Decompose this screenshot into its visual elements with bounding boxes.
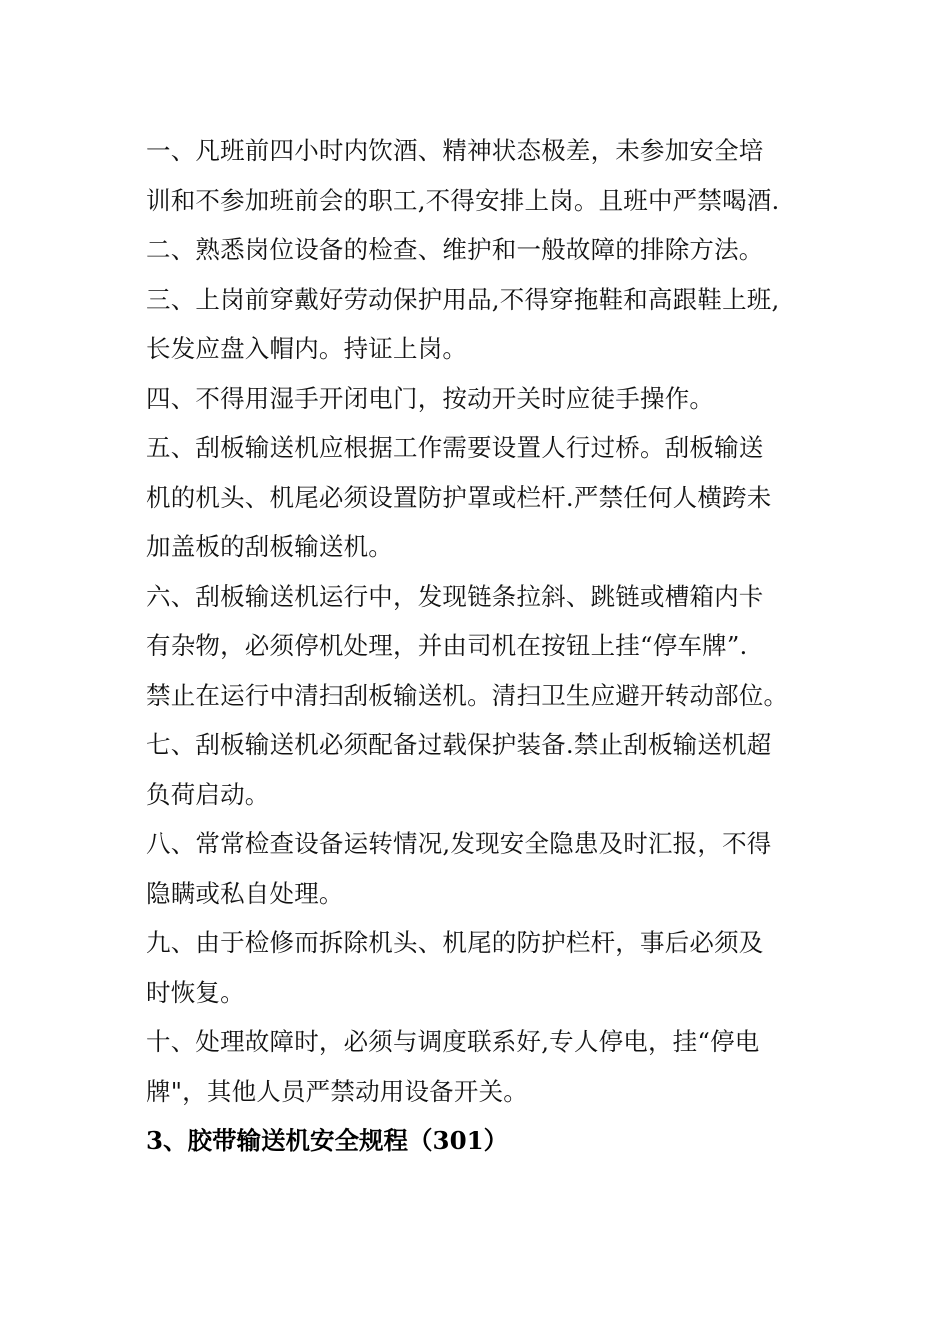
text-line: 五、刮板输送机应根据工作需要设置人行过桥。刮板输送 xyxy=(146,433,764,462)
text-line: 隐瞒或私自处理。 xyxy=(146,878,344,908)
text-line: 八、常常检查设备运转情况,发现安全隐患及时汇报，不得 xyxy=(146,829,772,858)
text-line: 四、不得用湿手开闭电门，按动开关时应徒手操作。 xyxy=(146,383,715,413)
text-line: 牌"，其他人员严禁动用设备开关。 xyxy=(146,1076,528,1106)
text-line: 三、上岗前穿戴好劳动保护用品,不得穿拖鞋和高跟鞋上班, xyxy=(146,284,780,314)
text-line: 训和不参加班前会的职工,不得安排上岗。且班中严禁喝酒. xyxy=(146,185,780,215)
text-line: 十、处理故障时，必须与调度联系好,专人停电，挂“停电 xyxy=(146,1027,760,1056)
text-line: 九、由于检修而拆除机头、机尾的防护栏杆，事后必须及 xyxy=(146,928,764,957)
text-line: 长发应盘入帽内。持证上岗。 xyxy=(146,334,468,363)
text-line: 一、凡班前四小时内饮酒、精神状态极差，未参加安全培 xyxy=(146,136,764,165)
text-line: 时恢复。 xyxy=(146,977,245,1007)
section-heading: 3、胶带输送机安全规程（301） xyxy=(146,1126,509,1155)
document-body xyxy=(146,126,796,1166)
text-line: 加盖板的刮板输送机。 xyxy=(146,532,393,561)
text-line: 二、熟悉岗位设备的检查、维护和一般故障的排除方法。 xyxy=(146,235,764,264)
text-line: 有杂物，必须停机处理，并由司机在按钮上挂“停车牌”. xyxy=(146,631,748,660)
text-line: 机的机头、机尾必须设置防护罩或栏杆.严禁任何人横跨未 xyxy=(146,482,772,512)
text-line: 六、刮板输送机运行中，发现链条拉斜、跳链或槽箱内卡 xyxy=(146,581,764,611)
text-line: 七、刮板输送机必须配备过载保护装备.禁止刮板输送机超 xyxy=(146,730,772,759)
text-line: 负荷启动。 xyxy=(146,779,270,809)
text-line: 禁止在运行中清扫刮板输送机。清扫卫生应避开转动部位。 xyxy=(146,680,789,710)
